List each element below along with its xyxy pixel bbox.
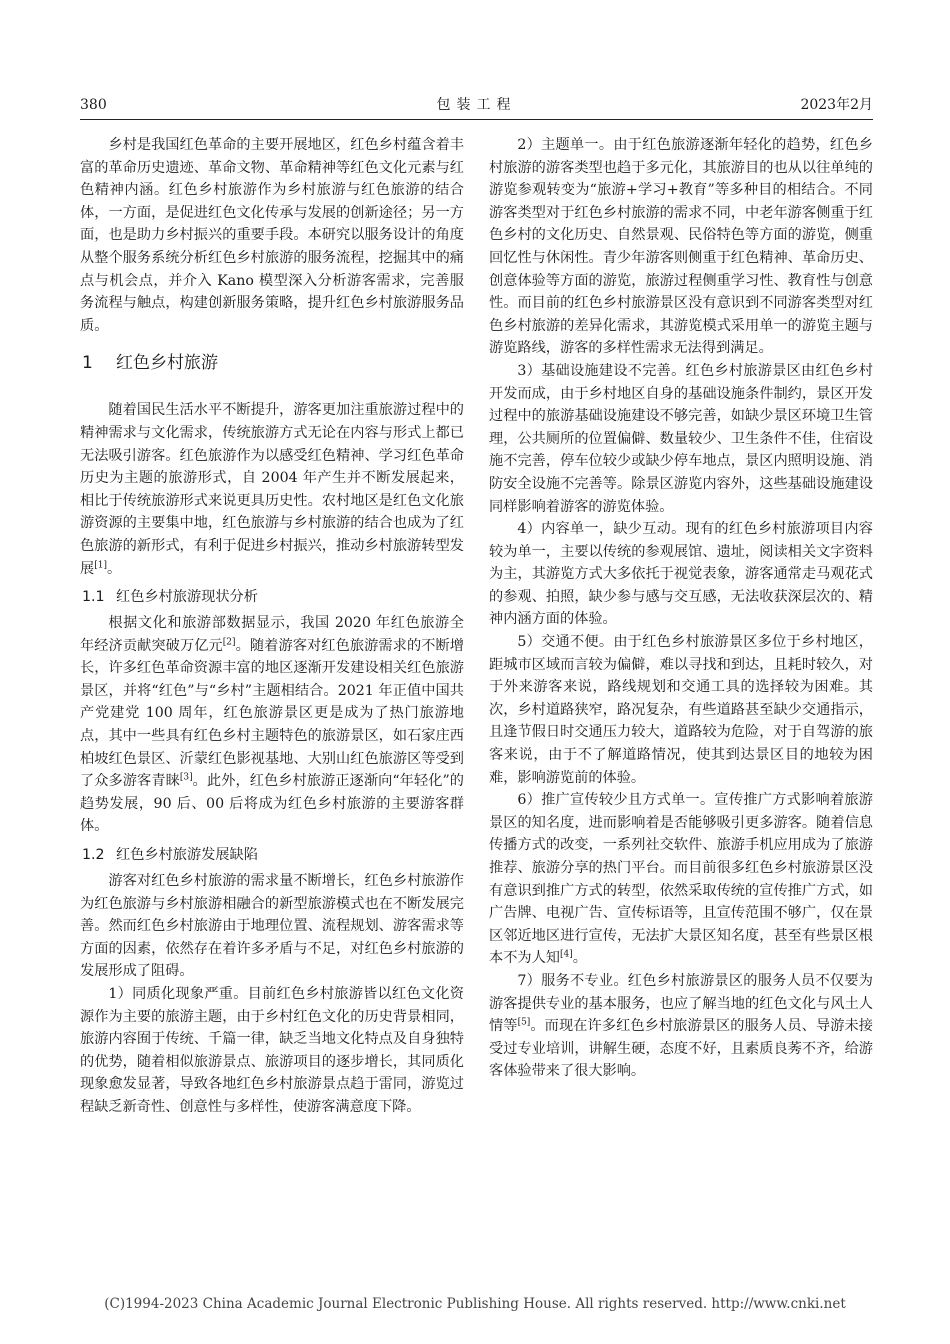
list-item-2: 2）主题单一。由于红色旅游逐渐年轻化的趋势，红色乡村旅游的游客类型也趋于多元化，其旅游目的也从以往单纯的游览参观转变为“旅游+学习+教育”等多种目的相结合。不同游客类型对于红色乡村旅游的需求不同，中老年游客侧重于红色乡村的文化历史、自然景观、民俗特色等方面的游览，侧重回忆性与休闲性。青少年游客则侧重于红色精神、革命历史、创意体验等方面的游览，旅游过程侧重学习性、教育性与创意性。而目前的红色乡村旅游景区没有意识到不同游客类型对红色乡村旅游的差异化需求，其游览模式采用单一的游览主题与游览路线，游客的多样性需求无法得到满足。 bbox=[489, 137, 873, 357]
section-number: 1.1 bbox=[82, 589, 105, 606]
citation: [1] bbox=[94, 559, 107, 570]
section-number: 1 bbox=[82, 353, 93, 374]
citation: [4] bbox=[559, 949, 573, 960]
section-1-1-paragraph: 根据文化和旅游部数据显示，我国 2020 年红色旅游全年经济贡献突破万亿元[2]。随着游客对红色旅游需求的不断增长，许多红色革命资源丰富的地区逐渐开发建设相关红色旅游景区，并将“红色”与“乡村”主题相结合。2021 年正值中国共产党建党 100 周年，红色旅游景区更是成为了热门旅游地点，其中一些具有红色乡村主题特色的旅游景区，如石家庄西柏坡红色景区、沂蒙红色影视基地、大别山红色旅游区等受到了众多游客青睐[3]。此外，红色乡村旅游正逐渐向“年轻化”的趋势发展，90 后、00 后将成为红色乡村旅游的主要游客群体。 bbox=[80, 615, 464, 835]
list-item-6: 6）推广宣传较少且方式单一。宣传推广方式影响着旅游景区的知名度，进而影响着是否能够吸引更多游客。随着信息传播方式的改变，一系列社交软件、旅游手机应用成为了旅游推荐、旅游分享的热门平台。而目前很多红色乡村旅游景区没有意识到推广方式的转型，依然采取传统的宣传推广方式，如广告牌、电视广告、宣传标语等，且宣传范围不够广，仅在景区邻近地区进行宣传，无法扩大景区知名度，甚至有些景区根本不为人知[4]。 bbox=[489, 792, 873, 967]
section-title: 红色乡村旅游 bbox=[116, 353, 218, 374]
right-column bbox=[489, 134, 873, 1083]
section-1-heading bbox=[80, 352, 464, 374]
list-item-3: 3）基础设施建设不完善。红色乡村旅游景区由红色乡村开发而成，由于乡村地区自身的基础设施条件制约，景区开发过程中的旅游基础设施建设不够完善，如缺少景区环境卫生管理，公共厕所的位置偏僻、数量较少、卫生条件不佳，住宿设施不完善，停车位较少或缺少停车地点，景区内照明设施、消防安全设施不完善等。除景区游览内容外，这些基础设施建设同样影响着游客的游览体验。 bbox=[489, 362, 873, 515]
list-item-1: 1）同质化现象严重。目前红色乡村旅游皆以红色文化资源作为主要的旅游主题，由于乡村红色文化的历史背景相同，旅游内容囿于传统、千篇一律，缺乏当地文化特点及自身独特的优势，随着相似旅游景点、旅游项目的逐步增长，其同质化现象愈发显著，导致各地红色乡村旅游景点趋于雷同，游览过程缺乏新奇性、创意性与多样性，使游客满意度下降。 bbox=[80, 986, 464, 1115]
list-item-4: 4）内容单一，缺少互动。现有的红色乡村旅游项目内容较为单一，主要以传统的参观展馆、遗址，阅读相关文字资料为主，其游览方式大多依托于视觉表象，游客通常走马观花式的参观、拍照，缺少参与感与交互感，无法收获深层次的、精神内涵方面的体验。 bbox=[489, 521, 873, 628]
header-rule bbox=[80, 119, 873, 120]
left-column bbox=[80, 134, 464, 1119]
section-1-2-heading bbox=[80, 844, 464, 866]
journal-title: 包装工程 bbox=[436, 97, 517, 113]
section-title: 红色乡村旅游发展缺陷 bbox=[116, 847, 258, 864]
page-header bbox=[80, 94, 873, 116]
copyright-footer: (C)1994-2023 China Academic Journal Electronic Publishing House. All rights reserved. http://www.cnki.net bbox=[104, 1296, 846, 1312]
issue-date: 2023年2月 bbox=[800, 97, 873, 113]
section-title: 红色乡村旅游现状分析 bbox=[116, 589, 258, 606]
section-number: 1.2 bbox=[82, 847, 105, 864]
list-item-7: 7）服务不专业。红色乡村旅游景区的服务人员不仅要为游客提供专业的基本服务，也应了解当地的红色文化与风土人情等[5]。而现在许多红色乡村旅游景区的服务人员、导游未接受过专业培训，讲解生硬，态度不好，且素质良莠不齐，给游客体验带来了很大影响。 bbox=[489, 972, 873, 1080]
citation: [3] bbox=[179, 772, 193, 783]
intro-paragraph: 乡村是我国红色革命的主要开展地区，红色乡村蕴含着丰富的革命历史遗迹、革命文物、革命精神等红色文化元素与红色精神内涵。红色乡村旅游作为乡村旅游与红色旅游的结合体，一方面，是促进红色文化传承与发展的创新途径；另一方面，也是助力乡村振兴的重要手段。本研究以服务设计的角度从整个服务系统分析红色乡村旅游的服务流程，挖掘其中的痛点与机会点，并介入 Kano 模型深入分析游客需求，完善服务流程与触点，构建创新服务策略，提升红色乡村旅游服务品质。 bbox=[80, 137, 464, 334]
section-1-1-heading bbox=[80, 586, 464, 608]
section-1-paragraph: 随着国民生活水平不断提升，游客更加注重旅游过程中的精神需求与文化需求，传统旅游方式无论在内容与形式上都已无法吸引游客。红色旅游作为以感受红色精神、学习红色革命历史为主题的旅游形式，自 2004 年产生并不断发展起来，相比于传统旅游形式来说更具历史性。农村地区是红色文化旅游资源的主要集中地，红色旅游与乡村旅游的结合也成为了红色旅游的新形式，有利于促进乡村振兴，推动乡村旅游转型发展[1]。 bbox=[80, 402, 464, 577]
section-1-2-paragraph: 游客对红色乡村旅游的需求量不断增长，红色乡村旅游作为红色旅游与乡村旅游相融合的新型旅游模式也在不断发展完善。然而红色乡村旅游由于地理位置、流程规划、游客需求等方面的因素，依然存在着许多矛盾与不足，对红色乡村旅游的发展形成了阻碍。 bbox=[80, 873, 464, 980]
citation: [5] bbox=[517, 1017, 531, 1028]
citation: [2] bbox=[222, 636, 236, 647]
list-item-5: 5）交通不便。由于红色乡村旅游景区多位于乡村地区，距城市区域而言较为偏僻，难以寻找和到达，且耗时较久，对于外来游客来说，路线规划和交通工具的选择较为困难。其次，乡村道路狭窄，路况复杂，有些道路甚至缺少交通指示，且逢节假日时交通压力较大，道路较为危险，对于自驾游的旅客来说，由于不了解道路情况，使其到达景区目的地较为困难，影响游览前的体验。 bbox=[489, 634, 873, 786]
page-number: 380 bbox=[80, 97, 107, 113]
